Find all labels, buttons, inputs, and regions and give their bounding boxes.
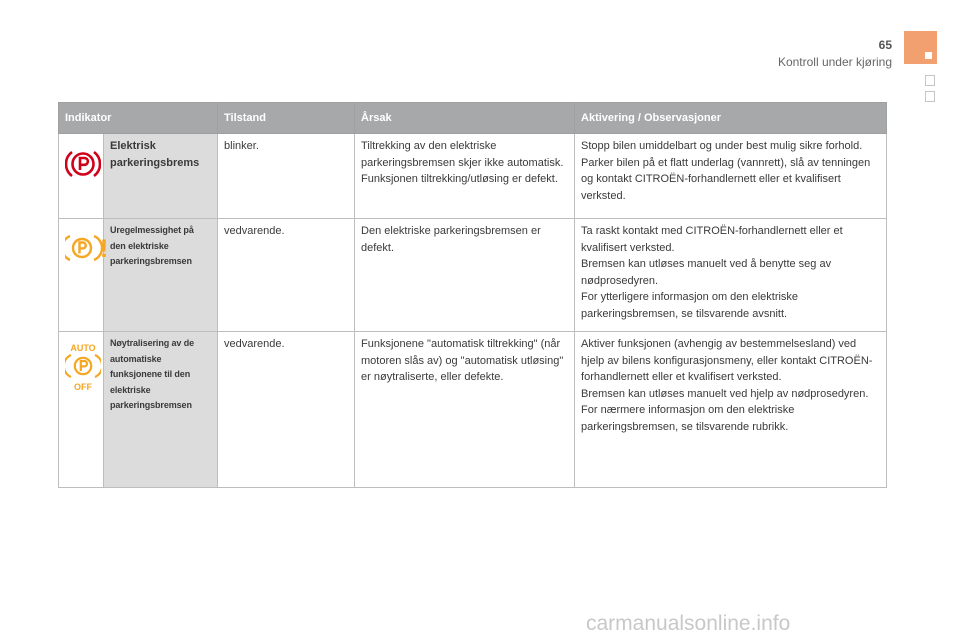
chapter-tab bbox=[904, 31, 937, 64]
header-action: Aktivering / Observasjoner bbox=[575, 103, 887, 134]
parking-brake-red-icon bbox=[65, 146, 101, 182]
cause-cell: Funksjonene "automatisk tiltrekking" (når motoren slås av) og "automatisk utløsing" er nøytraliserte, eller defekte. bbox=[355, 332, 575, 488]
header-cause: Årsak bbox=[355, 103, 575, 134]
parking-brake-auto-off-orange-icon bbox=[65, 342, 101, 392]
parking-brake-fault-orange-icon bbox=[65, 232, 109, 264]
cause-cell: Den elektriske parkeringsbremsen er defekt. bbox=[355, 219, 575, 332]
indicator-icon-cell bbox=[59, 332, 104, 488]
action-cell: Ta raskt kontakt med CITROËN-forhandlernett eller et kvalifisert verksted. Bremsen kan utløses manuelt ved å benytte seg av nødprosedyren. For ytterligere informasjon om den elektriske parkeringsbremsen, se tilsvarende avsnitt. bbox=[575, 219, 887, 332]
tab-marker bbox=[925, 52, 932, 59]
table-row bbox=[59, 134, 887, 219]
table-row bbox=[59, 219, 887, 332]
action-cell: Stopp bilen umiddelbart og under best mulig sikre forhold. Parker bilen på et flatt underlag (vannrett), slå av tenningen og kontakt CITROËN-forhandlernett eller et kvalifisert verksted. bbox=[575, 134, 887, 219]
state-cell: blinker. bbox=[218, 134, 355, 219]
page-nav-box-1 bbox=[925, 75, 935, 86]
cause-cell: Tiltrekking av den elektriske parkeringsbremsen skjer ikke automatisk. Funksjonen tiltrekking/utløsing er defekt. bbox=[355, 134, 575, 219]
indicator-table bbox=[58, 102, 887, 488]
auto-label: AUTO bbox=[70, 343, 96, 353]
indicator-name: Elektrisk parkeringsbrems bbox=[104, 134, 218, 219]
table-row bbox=[59, 332, 887, 488]
indicator-icon-cell bbox=[59, 219, 109, 332]
indicator-name: Uregelmessighet på den elektriske parkeringsbremsen bbox=[104, 219, 218, 332]
exclamation-glyph: ! bbox=[99, 235, 109, 263]
header-indicator: Indikator bbox=[59, 103, 218, 134]
indicator-icon-cell bbox=[59, 134, 104, 219]
header-state: Tilstand bbox=[218, 103, 355, 134]
indicator-name: Nøytralisering av de automatiske funksjonene til den elektriske parkeringsbremsen bbox=[104, 332, 218, 488]
action-cell: Aktiver funksjonen (avhengig av bestemmelsesland) ved hjelp av bilens konfigurasjonsmeny, eller kontakt CITROËN-forhandlernett eller et kvalifisert verksted. Bremsen kan utløses manuelt ved hjelp av nødprosedyren. For nærmere informasjon om den elektriske parkeringsbremsen, se tilsvarende rubrikk. bbox=[575, 332, 887, 488]
section-title: Kontroll under kjøring bbox=[777, 55, 892, 69]
state-cell: vedvarende. bbox=[218, 219, 355, 332]
state-cell: vedvarende. bbox=[218, 332, 355, 488]
watermark: carmanualsonline.info bbox=[586, 612, 791, 635]
page-nav-box-2 bbox=[925, 91, 935, 102]
off-label: OFF bbox=[74, 382, 92, 392]
table-header-row bbox=[59, 103, 887, 134]
page-number: 65 bbox=[878, 38, 892, 52]
